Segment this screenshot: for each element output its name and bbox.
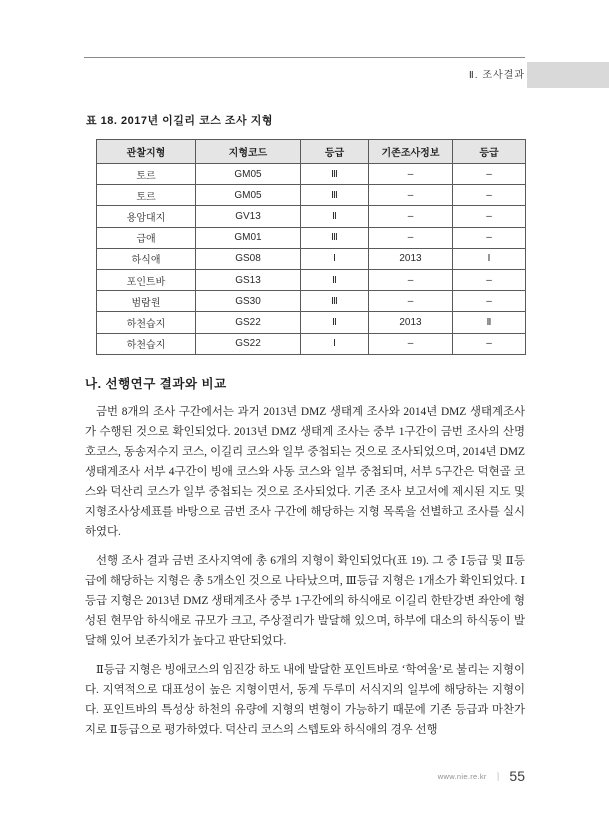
table-cell: 토르: [97, 164, 196, 185]
table-cell: –: [453, 164, 526, 185]
table-cell: Ⅲ: [301, 164, 369, 185]
chapter-tab-marker: [527, 62, 609, 88]
table-cell: –: [369, 185, 453, 206]
table-cell: GM05: [196, 185, 301, 206]
footer-separator: ㅣ: [493, 771, 503, 782]
column-header: 등급: [301, 140, 369, 164]
body-paragraphs: [85, 402, 525, 749]
table-cell: 범람원: [97, 291, 196, 312]
table-cell: Ⅱ: [453, 312, 526, 333]
table-cell: Ⅱ: [301, 206, 369, 227]
table-row: [97, 333, 526, 354]
table-cell: Ⅲ: [301, 185, 369, 206]
table-cell: –: [453, 227, 526, 248]
table-cell: Ⅲ: [301, 291, 369, 312]
table-cell: –: [369, 333, 453, 354]
table-body: [97, 164, 526, 355]
page-number: 55: [509, 768, 525, 784]
table-cell: 하천습지: [97, 312, 196, 333]
table-cell: –: [369, 206, 453, 227]
table-cell: 용암대지: [97, 206, 196, 227]
table-cell: Ⅱ: [301, 312, 369, 333]
column-header: 등급: [453, 140, 526, 164]
table-cell: GV13: [196, 206, 301, 227]
table-row: [97, 164, 526, 185]
table-row: [97, 291, 526, 312]
table-cell: –: [369, 164, 453, 185]
table-cell: –: [369, 269, 453, 290]
table-header-row: [97, 140, 526, 164]
table-cell: GM05: [196, 164, 301, 185]
table-cell: Ⅰ: [453, 248, 526, 269]
table-cell: –: [453, 269, 526, 290]
paragraph: 금번 8개의 조사 구간에서는 과거 2013년 DMZ 생태계 조사와 2014년 DMZ 생태계조사가 수행된 것으로 확인되었다. 2013년 DMZ 생태계 조사는 중부 1구간이 금번 조사의 산명호코스, 동송저수지 코스, 이길리 코스와 일부 중첩되는 것으로 조사되었으며, 2014년 DMZ 생태계조사 서부 4구간이 빙애 코스와 사동 코스와 일부 중첩되며, 서부 5구간은 덕현골 코스와 덕산리 코스가 일부 중첩되는 것으로 조사되었다. 기존 조사 보고서에 제시된 지도 및 지형조사상세표를 바탕으로 금번 조사 구간에 해당하는 지형 목록을 선별하고 조사를 실시하였다.: [85, 406, 525, 538]
running-head: Ⅱ. 조사결과: [468, 70, 525, 81]
table-cell: Ⅲ: [301, 227, 369, 248]
table-cell: GM01: [196, 227, 301, 248]
table-cell: 2013: [369, 312, 453, 333]
table-cell: –: [369, 227, 453, 248]
table-row: [97, 312, 526, 333]
table-cell: –: [453, 333, 526, 354]
table-cell: –: [453, 206, 526, 227]
column-header: 기존조사정보: [369, 140, 453, 164]
table-cell: 하식애: [97, 248, 196, 269]
table-caption: 표 18. 2017년 이길리 코스 조사 지형: [86, 115, 273, 127]
table-cell: –: [369, 291, 453, 312]
table-cell: 급애: [97, 227, 196, 248]
table-cell: GS08: [196, 248, 301, 269]
table-cell: Ⅰ: [301, 333, 369, 354]
table-cell: Ⅰ: [301, 248, 369, 269]
page-footer: [85, 768, 525, 784]
header-rule: [84, 57, 525, 58]
column-header: 지형코드: [196, 140, 301, 164]
table-cell: Ⅱ: [301, 269, 369, 290]
table-cell: 2013: [369, 248, 453, 269]
table-cell: 포인트바: [97, 269, 196, 290]
website-url: www.nie.re.kr: [437, 771, 487, 781]
table-cell: 하천습지: [97, 333, 196, 354]
table-row: [97, 248, 526, 269]
table-cell: GS30: [196, 291, 301, 312]
table-cell: GS22: [196, 312, 301, 333]
table-row: [97, 185, 526, 206]
table-cell: –: [453, 185, 526, 206]
section-heading: 나. 선행연구 결과와 비교: [85, 377, 227, 391]
column-header: 관찰지형: [97, 140, 196, 164]
table-cell: 토르: [97, 185, 196, 206]
paragraph: 선행 조사 결과 금번 조사지역에 총 6개의 지형이 확인되었다(표 19). 그 중 Ⅰ등급 및 Ⅱ등급에 해당하는 지형은 총 5개소인 것으로 나타났으며, Ⅲ등급 지형은 1개소가 확인되었다. Ⅰ등급 지형은 2013년 DMZ 생태계조사 중부 1구간에의 하식애로 이길리 한탄강변 좌안에 형성된 현무암 하식애로 규모가 크고, 주상절리가 발달해 있으며, 하부에 대소의 하식동이 발달해 있어 보존가치가 높다고 판단되었다.: [85, 555, 525, 647]
table-cell: GS22: [196, 333, 301, 354]
table-cell: –: [453, 291, 526, 312]
paragraph: Ⅱ등급 지형은 빙애코스의 임진강 하도 내에 발달한 포인트바로 ‘학여울’로 불리는 지형이다. 지역적으로 대표성이 높은 지형이면서, 동계 두루미 서식지의 일부에 해당하는 지형이다. 포인트바의 특성상 하천의 유량에 지형의 변형이 가능하기 때문에 기존 등급과 마찬가지로 Ⅱ등급으로 평가하였다. 덕산리 코스의 스텝토와 하식애의 경우 선행: [85, 664, 525, 736]
table-row: [97, 269, 526, 290]
table-row: [97, 227, 526, 248]
survey-table: [96, 139, 526, 355]
table-cell: GS13: [196, 269, 301, 290]
table-row: [97, 206, 526, 227]
